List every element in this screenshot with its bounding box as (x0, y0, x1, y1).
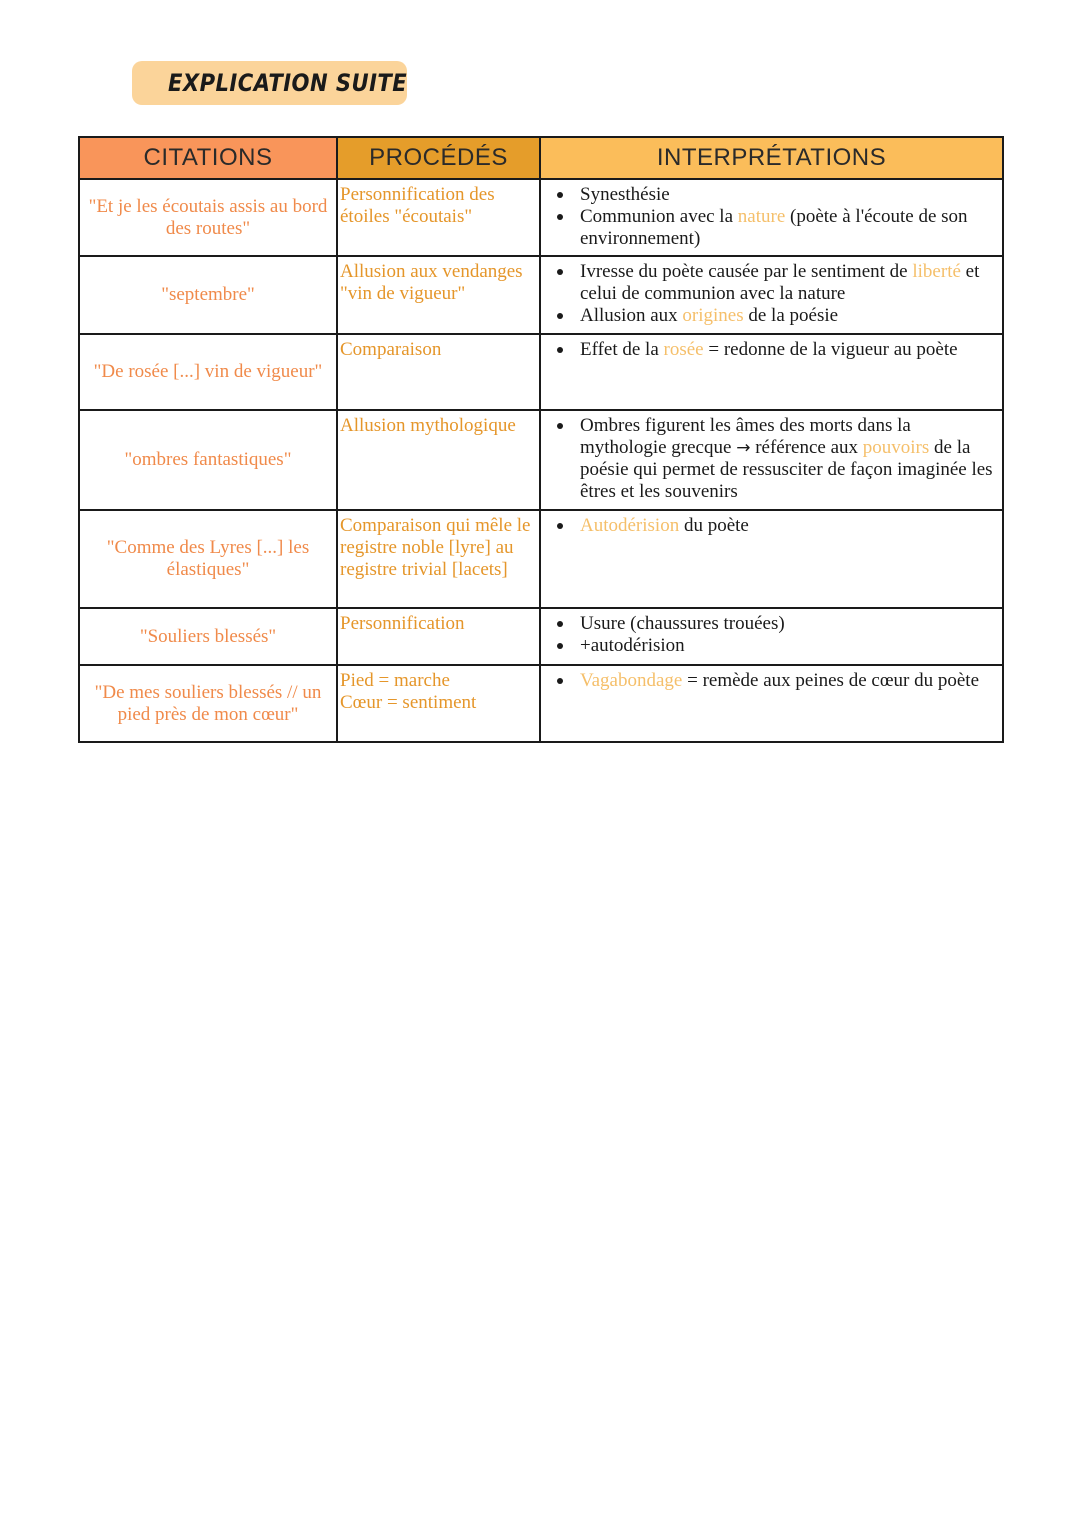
citation-cell: "Et je les écoutais assis au bord des routes" (79, 179, 337, 256)
interpretation-text: de la poésie (743, 305, 839, 326)
procede-text: "vin de vigueur" (340, 283, 466, 304)
interpretation-cell (540, 608, 1003, 665)
interpretation-cell (540, 334, 1003, 410)
interpretation-text: Usure (chaussures trouées) (580, 613, 785, 634)
interpretation-cell (540, 410, 1003, 510)
interpretation-item (553, 635, 998, 657)
table-header-row (79, 137, 1003, 179)
column-header-citations: CITATIONS (79, 137, 337, 179)
interpretation-text: Ombres figurent les âmes des morts dans la mythologie grecque (580, 415, 911, 458)
interpretation-list (553, 261, 998, 327)
procede-text: Comparaison qui mêle le registre noble [lyre] au registre trivial [lacets] (340, 515, 531, 580)
procede-text: Cœur = sentiment (340, 692, 477, 713)
interpretation-item (553, 415, 998, 503)
procede-text: Pied = marche (340, 670, 450, 691)
interpretation-cell (540, 665, 1003, 742)
arrow-icon: → (736, 438, 751, 458)
citation-cell: "De mes souliers blessés // un pied près de mon cœur" (79, 665, 337, 742)
highlighted-keyword: Autodérision (580, 515, 680, 536)
table-row (79, 256, 1003, 334)
highlighted-keyword: pouvoirs (862, 437, 930, 458)
procede-text: Allusion aux vendanges (340, 261, 523, 282)
procede-cell (337, 256, 540, 334)
table-row (79, 510, 1003, 608)
interpretation-cell (540, 256, 1003, 334)
section-title: EXPLICATION SUITE (168, 69, 408, 97)
interpretation-text: référence aux (750, 437, 863, 458)
table-row (79, 410, 1003, 510)
interpretation-cell (540, 510, 1003, 608)
citation-cell: "Souliers blessés" (79, 608, 337, 665)
table-row (79, 665, 1003, 742)
citation-cell: "ombres fantastiques" (79, 410, 337, 510)
section-title-badge (132, 61, 407, 105)
procede-text: Personnification des étoiles "écoutais" (340, 184, 495, 227)
procede-cell (337, 608, 540, 665)
interpretation-item (553, 613, 998, 635)
citation-cell: "septembre" (79, 256, 337, 334)
interpretation-text: et celui de communion avec la nature (580, 261, 980, 304)
procede-cell (337, 410, 540, 510)
highlighted-keyword: liberté (912, 261, 961, 282)
interpretation-text: = redonne de la vigueur au poète (703, 339, 958, 360)
highlighted-keyword: nature (737, 206, 786, 227)
interpretation-text: Synesthésie (580, 184, 670, 205)
interpretation-text: (poète à l'écoute de son environnement) (580, 206, 968, 249)
table-row (79, 179, 1003, 256)
procede-cell (337, 665, 540, 742)
procede-cell (337, 510, 540, 608)
procede-text: Personnification (340, 613, 465, 634)
interpretation-text: = remède aux peines de cœur du poète (682, 670, 980, 691)
highlighted-keyword: rosée (663, 339, 704, 360)
interpretation-list (553, 613, 998, 657)
interpretation-text: Allusion aux (580, 305, 683, 326)
procede-cell (337, 179, 540, 256)
interpretation-item (553, 339, 998, 361)
interpretation-text: Communion avec la (580, 206, 738, 227)
analysis-table (78, 136, 1004, 743)
interpretation-text: Effet de la (580, 339, 664, 360)
interpretation-text: Ivresse du poète causée par le sentiment de (580, 261, 913, 282)
interpretation-text: +autodérision (580, 635, 685, 656)
citation-cell: "Comme des Lyres [...] les élastiques" (79, 510, 337, 608)
interpretation-item (553, 184, 998, 206)
interpretation-item (553, 206, 998, 250)
table-row (79, 334, 1003, 410)
interpretation-list (553, 184, 998, 250)
interpretation-list (553, 339, 998, 361)
procede-text: Allusion mythologique (340, 415, 516, 436)
table-row (79, 608, 1003, 665)
interpretation-item (553, 305, 998, 327)
interpretation-list (553, 415, 998, 503)
interpretation-item (553, 515, 998, 537)
column-header-procedes: PROCÉDÉS (337, 137, 540, 179)
citation-cell: "De rosée [...] vin de vigueur" (79, 334, 337, 410)
interpretation-text: de la poésie qui permet de ressusciter de façon imaginée les êtres et les souvenirs (580, 437, 993, 502)
interpretation-item (553, 261, 998, 305)
column-header-interpretations: INTERPRÉTATIONS (540, 137, 1003, 179)
interpretation-list (553, 515, 998, 537)
interpretation-cell (540, 179, 1003, 256)
highlighted-keyword: Vagabondage (580, 670, 683, 691)
interpretation-list (553, 670, 998, 692)
procede-cell (337, 334, 540, 410)
procede-text: Comparaison (340, 339, 442, 360)
interpretation-text: du poète (679, 515, 749, 536)
interpretation-item (553, 670, 998, 692)
highlighted-keyword: origines (682, 305, 744, 326)
